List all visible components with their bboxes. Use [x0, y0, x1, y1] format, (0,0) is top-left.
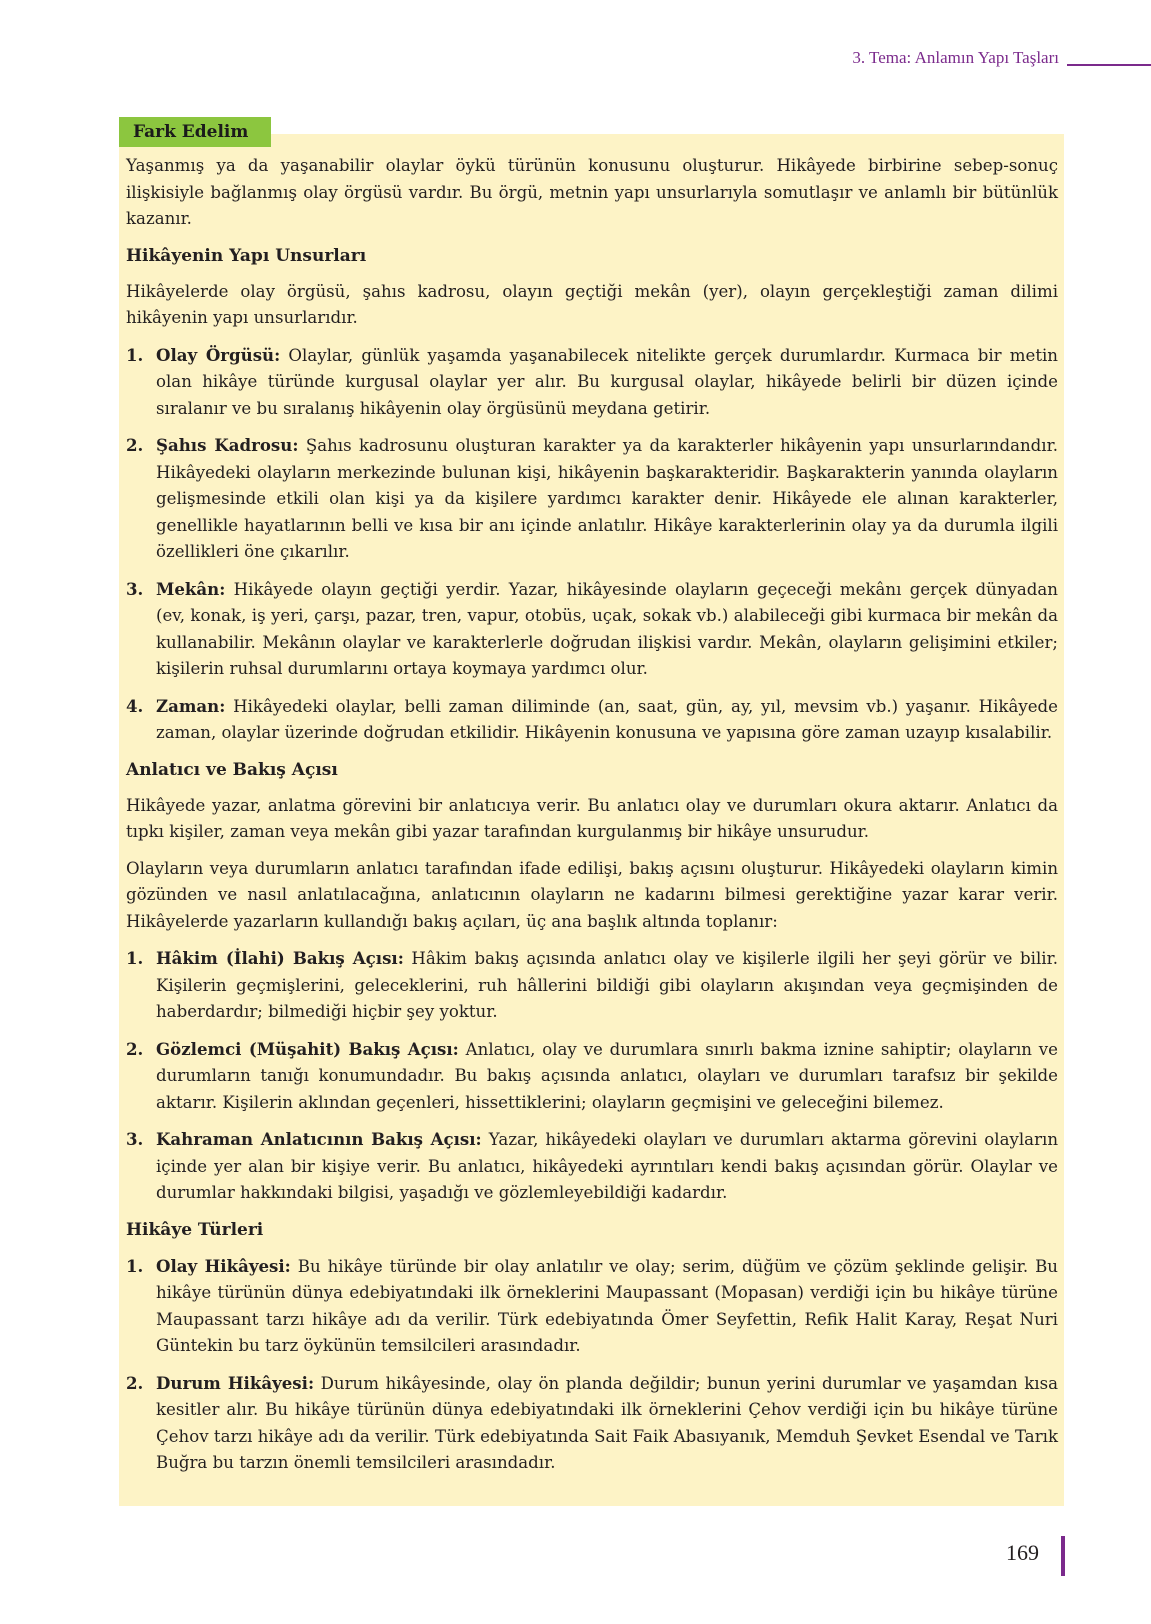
item-text: Yazar, hikâyedeki olayları ve durumları aktarma görevini olayların içinde yer alan bir kişiye verir. Bu anlatıcı, hikâyedeki ayrıntıları kendi bakış açısından görür. Olaylar ve durumlar hakkındaki bilgisi, yaşadığı ve gözlemleyebildiği kadardır. [156, 1130, 1059, 1202]
item-number: 3. [126, 578, 144, 599]
list-item [126, 1126, 1058, 1207]
page-number-bar [1061, 1536, 1065, 1576]
item-term: Olay Hikâyesi: [156, 1255, 291, 1276]
item-number: 4. [126, 695, 144, 716]
item-number: 1. [126, 344, 144, 365]
item-text: Hikâyede olayın geçtiği yerdir. Yazar, hikâyesinde olayların geçeceği mekânı gerçek dünyadan (ev, konak, iş yeri, çarşı, pazar, tren, vapur, otobüs, uçak, sokak vb.) alabileceği gibi kurmaca bir mekân da kullanabilir. Mekânın olaylar ve karakterlerle doğrudan ilişkisi vardır. Mekân, olayların gelişimini etkiler; kişilerin ruhsal durumlarını ortaya koymaya yardımcı olur. [156, 579, 1058, 678]
page-number: 169 [1006, 1540, 1039, 1565]
item-text: Şahıs kadrosunu oluşturan karakter ya da karakterler hikâyenin yapı unsurlarındandır. Hikâyedeki olayların merkezinde bulunan kişi, hikâyenin başkarakteridir. Başkarakterin yanında olayların gelişmesinde etkili olan kişi ya da kişilere yardımcı karakter denir. Hikâyede ele alınan karakterler, genellikle hayatlarının belli ve kısa bir anı içinde anlatılır. Hikâye karakterlerinin olay ya da durumla ilgili özellikleri öne çıkarılır. [156, 436, 1058, 561]
chapter-title: 3. Tema: Anlamın Yapı Taşları [852, 48, 1059, 67]
item-term: Şahıs Kadrosu: [156, 435, 299, 455]
list-item [126, 1036, 1058, 1117]
section-heading: Hikâyenin Yapı Unsurları [126, 245, 367, 266]
list-item [126, 693, 1058, 747]
list-item [126, 432, 1058, 566]
item-text: Olaylar, günlük yaşamda yaşanabilecek nitelikte gerçek durumlardır. Kurmaca bir metin olan hikâye türünde kurgusal olaylar yer alır. Bu kurgusal olaylar, hikâyede belirli bir düzen içinde sıralanır ve bu sıralanış hikâyenin olay örgüsünü meydana getirir. [156, 345, 1058, 418]
paragraph: Olayların veya durumların anlatıcı tarafından ifade edilişi, bakış açısını oluşturur. Hikâyedeki olayların kimin gözünden ve nasıl anlatılacağına, anlatıcının olayların ne kadarını bilmesi gerektiğine yazar karar verir. Hikâyelerde yazarların kullandığı bakış açıları, üç ana başlık altında toplanır: [126, 858, 1058, 931]
item-number: 3. [126, 1129, 144, 1149]
box-content [126, 153, 1058, 1487]
section-heading: Anlatıcı ve Bakış Açısı [126, 759, 338, 780]
item-text: Durum hikâyesinde, olay ön planda değildir; bunun yerini durumlar ve yaşamdan kısa kesitler alır. Bu hikâye türünün dünya edebiyatındaki ilk örneklerini Çehov verdiği için bu hikâye türüne Çehov tarzı hikâye adı da verilir. Türk edebiyatında Sait Faik Abasıyanık, Memduh Şevket Esendal ve Tarık Buğra bu tarzın önemli temsilcileri arasındadır. [156, 1373, 1058, 1472]
item-text: Hikâyedeki olaylar, belli zaman diliminde (an, saat, gün, ay, yıl, mevsim vb.) yaşanır. Hikâyede zaman, olaylar üzerinde doğrudan etkilidir. Hikâyenin konusuna ve yapısına göre zaman uzayıp kısalabilir. [156, 696, 1058, 742]
paragraph: Hikâyede yazar, anlatma görevini bir anlatıcıya verir. Bu anlatıcı olay ve durumları okura aktarır. Anlatıcı da tıpkı kişiler, zaman veya mekân gibi yazar tarafından kurgulanmış bir hikâye unsurudur. [126, 795, 1058, 841]
box-tag: Fark Edelim [119, 117, 271, 147]
list-item [126, 1370, 1058, 1477]
header-rule [1067, 64, 1151, 66]
item-term: Mekân: [156, 578, 226, 599]
list-item [126, 576, 1058, 683]
item-number: 1. [126, 1255, 144, 1276]
item-term: Olay Örgüsü: [156, 344, 281, 365]
item-number: 2. [126, 435, 144, 455]
item-term: Gözlemci (Müşahit) Bakış Açısı: [156, 1038, 459, 1059]
item-text: Hâkim bakış açısında anlatıcı olay ve kişilerle ilgili her şeyi görür ve bilir. Kişilerin geçmişlerini, geleceklerini, ruh hâllerini bildiği gibi olayların akışından veya geçmişinden de haberdardır; bilmediği hiçbir şey yoktur. [156, 949, 1058, 1021]
intro-paragraph: Yaşanmış ya da yaşanabilir olaylar öykü türünün konusunu oluşturur. Hikâyede birbirine sebep-sonuç ilişkisiyle bağlanmış olay örgüsü vardır. Bu örgü, metnin yapı unsurlarıyla somutlaşır ve anlamlı bir bütünlük kazanır. [126, 156, 1058, 228]
list-item [126, 342, 1058, 423]
item-text: Anlatıcı, olay ve durumlara sınırlı bakma iznine sahiptir; olayların ve durumların tanığı konumundadır. Bu bakış açısında anlatıcı, olayları ve durumları tarafsız bir şekilde aktarır. Kişilerin aklından geçenleri, hissettiklerini; olayların geçmişini ve geleceğini bilemez. [156, 1039, 1058, 1112]
list-item [126, 1253, 1058, 1360]
item-text: Bu hikâye türünde bir olay anlatılır ve olay; serim, düğüm ve çözüm şeklinde gelişir. Bu hikâye türünün dünya edebiyatındaki ilk örneklerini Maupassant (Mopasan) verdiği için bu hikâye türüne Maupassant tarzı hikâye adı da verilir. Türk edebiyatında Ömer Seyfettin, Refik Halit Karay, Reşat Nuri Güntekin bu tarz öykünün temsilcileri arasındadır. [156, 1256, 1058, 1355]
section-heading: Hikâye Türleri [126, 1219, 264, 1240]
item-number: 2. [126, 1372, 144, 1393]
paragraph: Hikâyelerde olay örgüsü, şahıs kadrosu, olayın geçtiği mekân (yer), olayın gerçekleştiği zaman dilimi hikâyenin yapı unsurlarıdır. [126, 281, 1058, 327]
item-term: Zaman: [156, 695, 226, 716]
item-term: Kahraman Anlatıcının Bakış Açısı: [156, 1129, 482, 1149]
item-number: 1. [126, 948, 144, 968]
item-number: 2. [126, 1038, 144, 1059]
item-term: Hâkim (İlahi) Bakış Açısı: [156, 948, 404, 968]
list-item [126, 945, 1058, 1026]
item-term: Durum Hikâyesi: [156, 1372, 315, 1393]
